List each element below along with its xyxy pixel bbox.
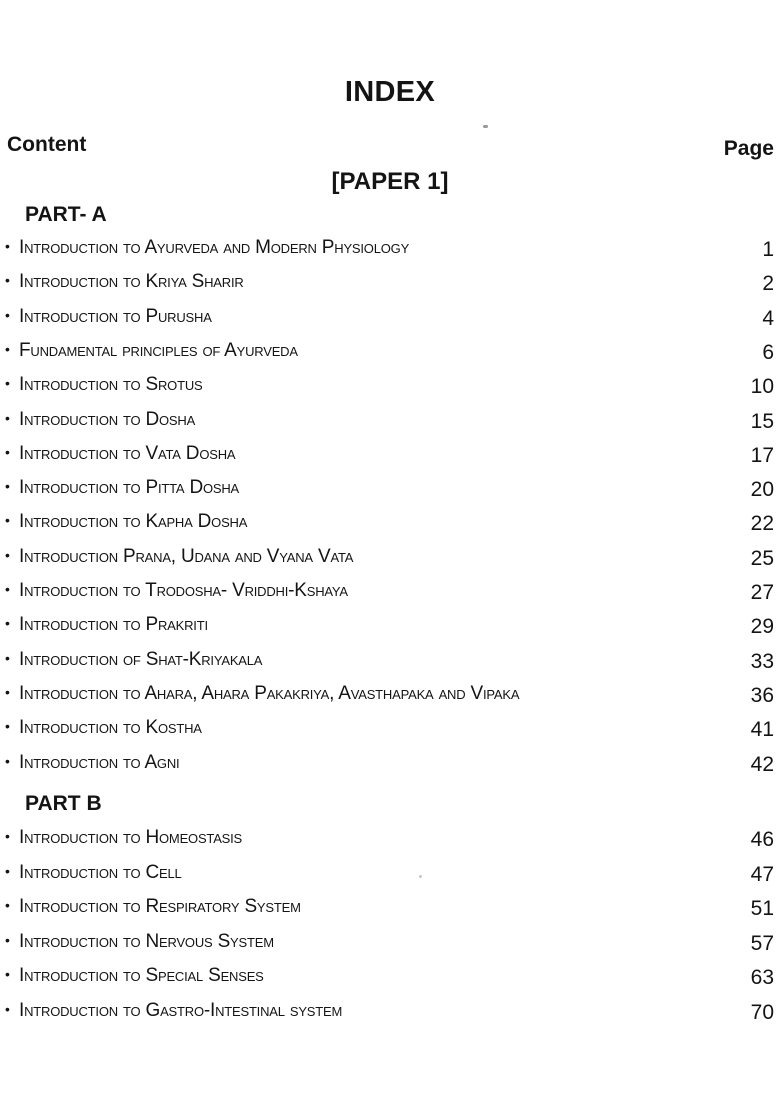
entry-title [5, 409, 195, 431]
entry-page-number: 10 [750, 375, 774, 399]
entry-label: Introduction to Kriya Sharir [19, 271, 244, 293]
entry-page-number: 20 [750, 478, 774, 502]
index-entry [5, 962, 774, 990]
index-entry [5, 406, 774, 434]
index-entry [5, 714, 774, 742]
entry-label: Introduction to Trodosha- Vriddhi-Kshaya [19, 580, 348, 601]
entry-title [5, 306, 212, 328]
entry-title [5, 1000, 342, 1022]
bullet-icon: • [5, 649, 10, 666]
entry-page-number: 2 [762, 272, 774, 296]
entry-label: Introduction to Ahara, Ahara Pakakriya, Avasthapaka and Vipaka [19, 682, 520, 704]
bullet-icon: • [5, 306, 10, 323]
index-entry [5, 680, 774, 708]
entry-title [5, 752, 179, 774]
index-entry [5, 440, 774, 468]
bullet-icon: • [5, 272, 10, 289]
entry-label: Introduction to Cell [19, 861, 182, 883]
entry-page-number: 6 [762, 340, 774, 364]
index-entry [5, 577, 774, 605]
index-entry [5, 474, 774, 502]
entry-page-number: 1 [762, 238, 774, 261]
entry-page-number: 36 [750, 683, 774, 707]
entry-title [5, 862, 182, 884]
entry-title [5, 649, 262, 671]
index-entry [5, 824, 774, 852]
entry-title [5, 340, 298, 362]
entry-label: Introduction to Purusha [19, 305, 212, 327]
index-entry [5, 508, 774, 536]
entry-page-number: 41 [750, 718, 774, 742]
entry-title [5, 683, 519, 705]
bullet-icon: • [5, 546, 10, 563]
bullet-icon: • [5, 931, 10, 948]
page-title: INDEX [344, 76, 436, 108]
entry-title [5, 614, 208, 636]
entry-page-number: 51 [750, 897, 774, 921]
bullet-icon: • [5, 443, 10, 460]
bullet-icon: • [5, 478, 10, 495]
entry-title [5, 931, 274, 953]
entry-label: Introduction to Dosha [19, 408, 196, 430]
entry-page-number: 47 [750, 862, 774, 886]
entry-title [5, 511, 247, 533]
bullet-icon: • [5, 1001, 10, 1017]
entry-label: Introduction of Shat-Kriyakala [19, 648, 263, 670]
index-entry [5, 543, 774, 571]
entry-title [5, 896, 301, 918]
entry-page-number: 27 [750, 581, 774, 604]
index-entry [5, 997, 774, 1025]
bullet-icon: • [5, 752, 10, 769]
entry-label: Introduction to Homeostasis [19, 827, 243, 848]
entry-title [5, 237, 409, 259]
bullet-icon: • [5, 897, 10, 914]
page-column-header: Page [723, 137, 774, 160]
entry-page-number: 63 [750, 966, 774, 990]
entry-label: Introduction to Kapha Dosha [19, 511, 248, 533]
entry-title [5, 717, 202, 739]
entry-page-number: 33 [750, 649, 774, 673]
entry-label: Introduction to Kostha [19, 717, 202, 739]
index-entry [5, 893, 774, 921]
paper-heading: [PAPER 1] [331, 168, 449, 195]
entry-title [5, 580, 348, 602]
entry-title [5, 443, 235, 465]
index-entry [5, 268, 774, 296]
index-entry [5, 234, 774, 262]
entry-title [5, 477, 239, 499]
entry-page-number: 42 [750, 752, 774, 776]
bullet-icon: • [5, 615, 10, 632]
bullet-icon: • [5, 409, 10, 426]
index-entry [5, 749, 774, 777]
index-entry [5, 928, 774, 956]
entry-label: Fundamental principles of Ayurveda [19, 339, 298, 361]
entry-label: Introduction to Respiratory System [19, 896, 301, 918]
bullet-icon: • [5, 828, 10, 844]
bullet-icon: • [5, 862, 10, 879]
index-entry [5, 859, 774, 887]
entry-page-number: 22 [750, 512, 774, 536]
index-entry [5, 646, 774, 674]
entry-title [5, 374, 202, 396]
bullet-icon: • [5, 718, 10, 735]
entry-label: Introduction to Special Senses [19, 965, 264, 987]
entry-label: Introduction to Pitta Dosha [19, 477, 240, 499]
entry-label: Introduction Prana, Udana and Vyana Vata [19, 545, 354, 567]
entry-label: Introduction to Nervous System [19, 930, 274, 952]
entry-page-number: 57 [750, 931, 774, 955]
entry-label: Introduction to Srotus [19, 374, 203, 396]
bullet-icon: • [5, 512, 10, 529]
entry-page-number: 15 [750, 409, 774, 433]
entry-label: Introduction to Gastro-Intestinal system [19, 1000, 343, 1021]
entry-page-number: 46 [750, 828, 774, 851]
index-entry [5, 337, 774, 365]
entry-page-number: 4 [762, 306, 774, 330]
part-a-heading: PART- A [25, 203, 107, 226]
bullet-icon: • [5, 238, 10, 254]
bullet-icon: • [5, 581, 10, 597]
bullet-icon: • [5, 340, 10, 357]
entry-label: Introduction to Agni [19, 751, 180, 773]
part-b-heading: PART B [25, 792, 102, 815]
entry-title [5, 271, 244, 293]
bullet-icon: • [5, 683, 10, 700]
entry-label: Introduction to Ayurveda and Modern Physiology [19, 237, 410, 258]
entry-title [5, 965, 264, 987]
entry-label: Introduction to Prakriti [19, 614, 208, 636]
entry-page-number: 17 [750, 443, 774, 467]
entry-title [5, 546, 353, 568]
bullet-icon: • [5, 966, 10, 983]
entry-page-number: 29 [750, 615, 774, 639]
entry-page-number: 70 [750, 1001, 774, 1024]
index-entry [5, 611, 774, 639]
index-entry [5, 371, 774, 399]
entry-page-number: 25 [750, 546, 774, 570]
scan-speck [483, 125, 488, 128]
entry-label: Introduction to Vata Dosha [19, 442, 236, 464]
content-column-header: Content [7, 133, 87, 156]
entry-title [5, 827, 242, 849]
index-entry [5, 303, 774, 331]
bullet-icon: • [5, 375, 10, 392]
